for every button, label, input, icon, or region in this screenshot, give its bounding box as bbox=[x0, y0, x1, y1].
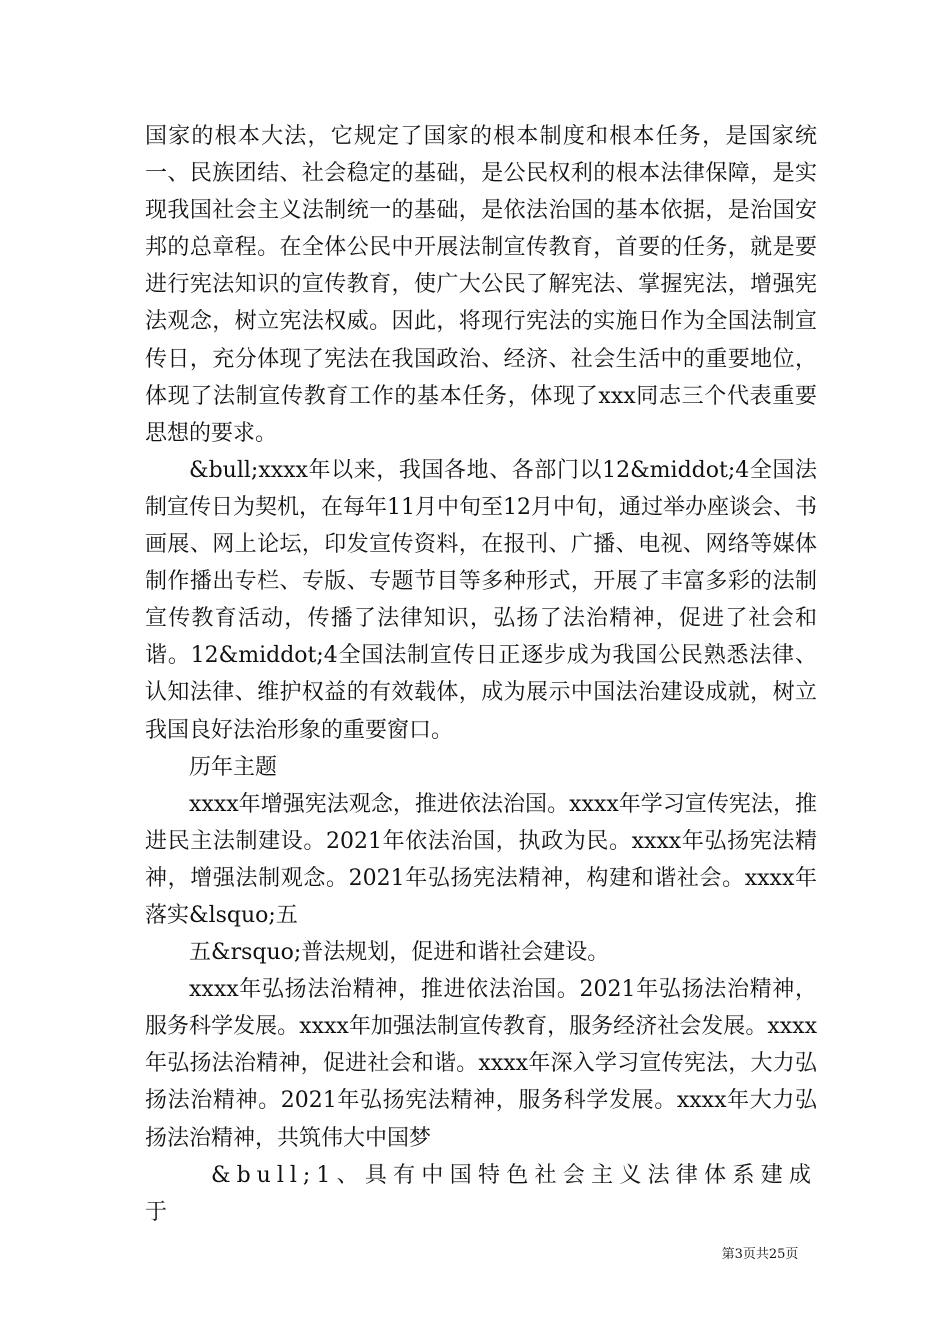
paragraph-themes-3: xxxx年弘扬法治精神，推进依法治国。2021年弘扬法治精神，服务科学发展。xxxx年加强法制宣传教育，服务经济社会发展。xxxx年弘扬法治精神，促进社会和谐。xxxx年深入学习宣传宪法，大力弘扬法治精神。2021年弘扬宪法精神，服务科学发展。xxxx年大力弘扬法治精神，共筑伟大中国梦 bbox=[145, 977, 817, 1151]
paragraph-history: &bull;xxxx年以来，我国各地、各部门以12&middot;4全国法制宣传日为契机，在每年11月中旬至12月中旬，通过举办座谈会、书画展、网上论坛，印发宣传资料，在报刊、广播、电视、网络等媒体制作播出专栏、专版、专题节目等多种形式，开展了丰富多彩的法制宣传教育活动，传播了法律知识，弘扬了法治精神，促进了社会和谐。12&middot;4全国法制宣传日正逐步成为我国公民熟悉法律、认知法律、维护权益的有效载体，成为展示中国法治建设成就，树立我国良好法治形象的重要窗口。 bbox=[145, 457, 817, 743]
paragraph-themes-2: 五&rsquo;普法规划，促进和谐社会建设。 bbox=[189, 940, 610, 966]
paragraph-constitution: 国家的根本大法，它规定了国家的根本制度和根本任务，是国家统一、民族团结、社会稳定的基础，是公民权利的根本法律保障，是实现我国社会主义法制统一的基础，是依法治国的基本依据，是治国安邦的总章程。在全体公民中开展法制宣传教育，首要的任务，就是要进行宪法知识的宣传教育，使广大公民了解宪法、掌握宪法，增强宪法观念，树立宪法权威。因此，将现行宪法的实施日作为全国法制宣传日，充分体现了宪法在我国政治、经济、社会生活中的重要地位，体现了法制宣传教育工作的基本任务，体现了xxx同志三个代表重要思想的要求。 bbox=[145, 124, 817, 446]
paragraph-themes-1: xxxx年增强宪法观念，推进依法治国。xxxx年学习宣传宪法，推进民主法制建设。2021年依法治国，执政为民。xxxx年弘扬宪法精神，增强法制观念。2021年弘扬宪法精神，构建和谐社会。xxxx年落实&lsquo;五 bbox=[145, 791, 817, 928]
paragraph-legal-system: &bull;1、具有中国特色社会主义法律体系建成于 bbox=[145, 1162, 817, 1225]
section-heading-themes: 历年主题 bbox=[189, 754, 278, 780]
page-number: 第3页共25页 bbox=[721, 1247, 799, 1262]
document-body bbox=[145, 118, 817, 1231]
